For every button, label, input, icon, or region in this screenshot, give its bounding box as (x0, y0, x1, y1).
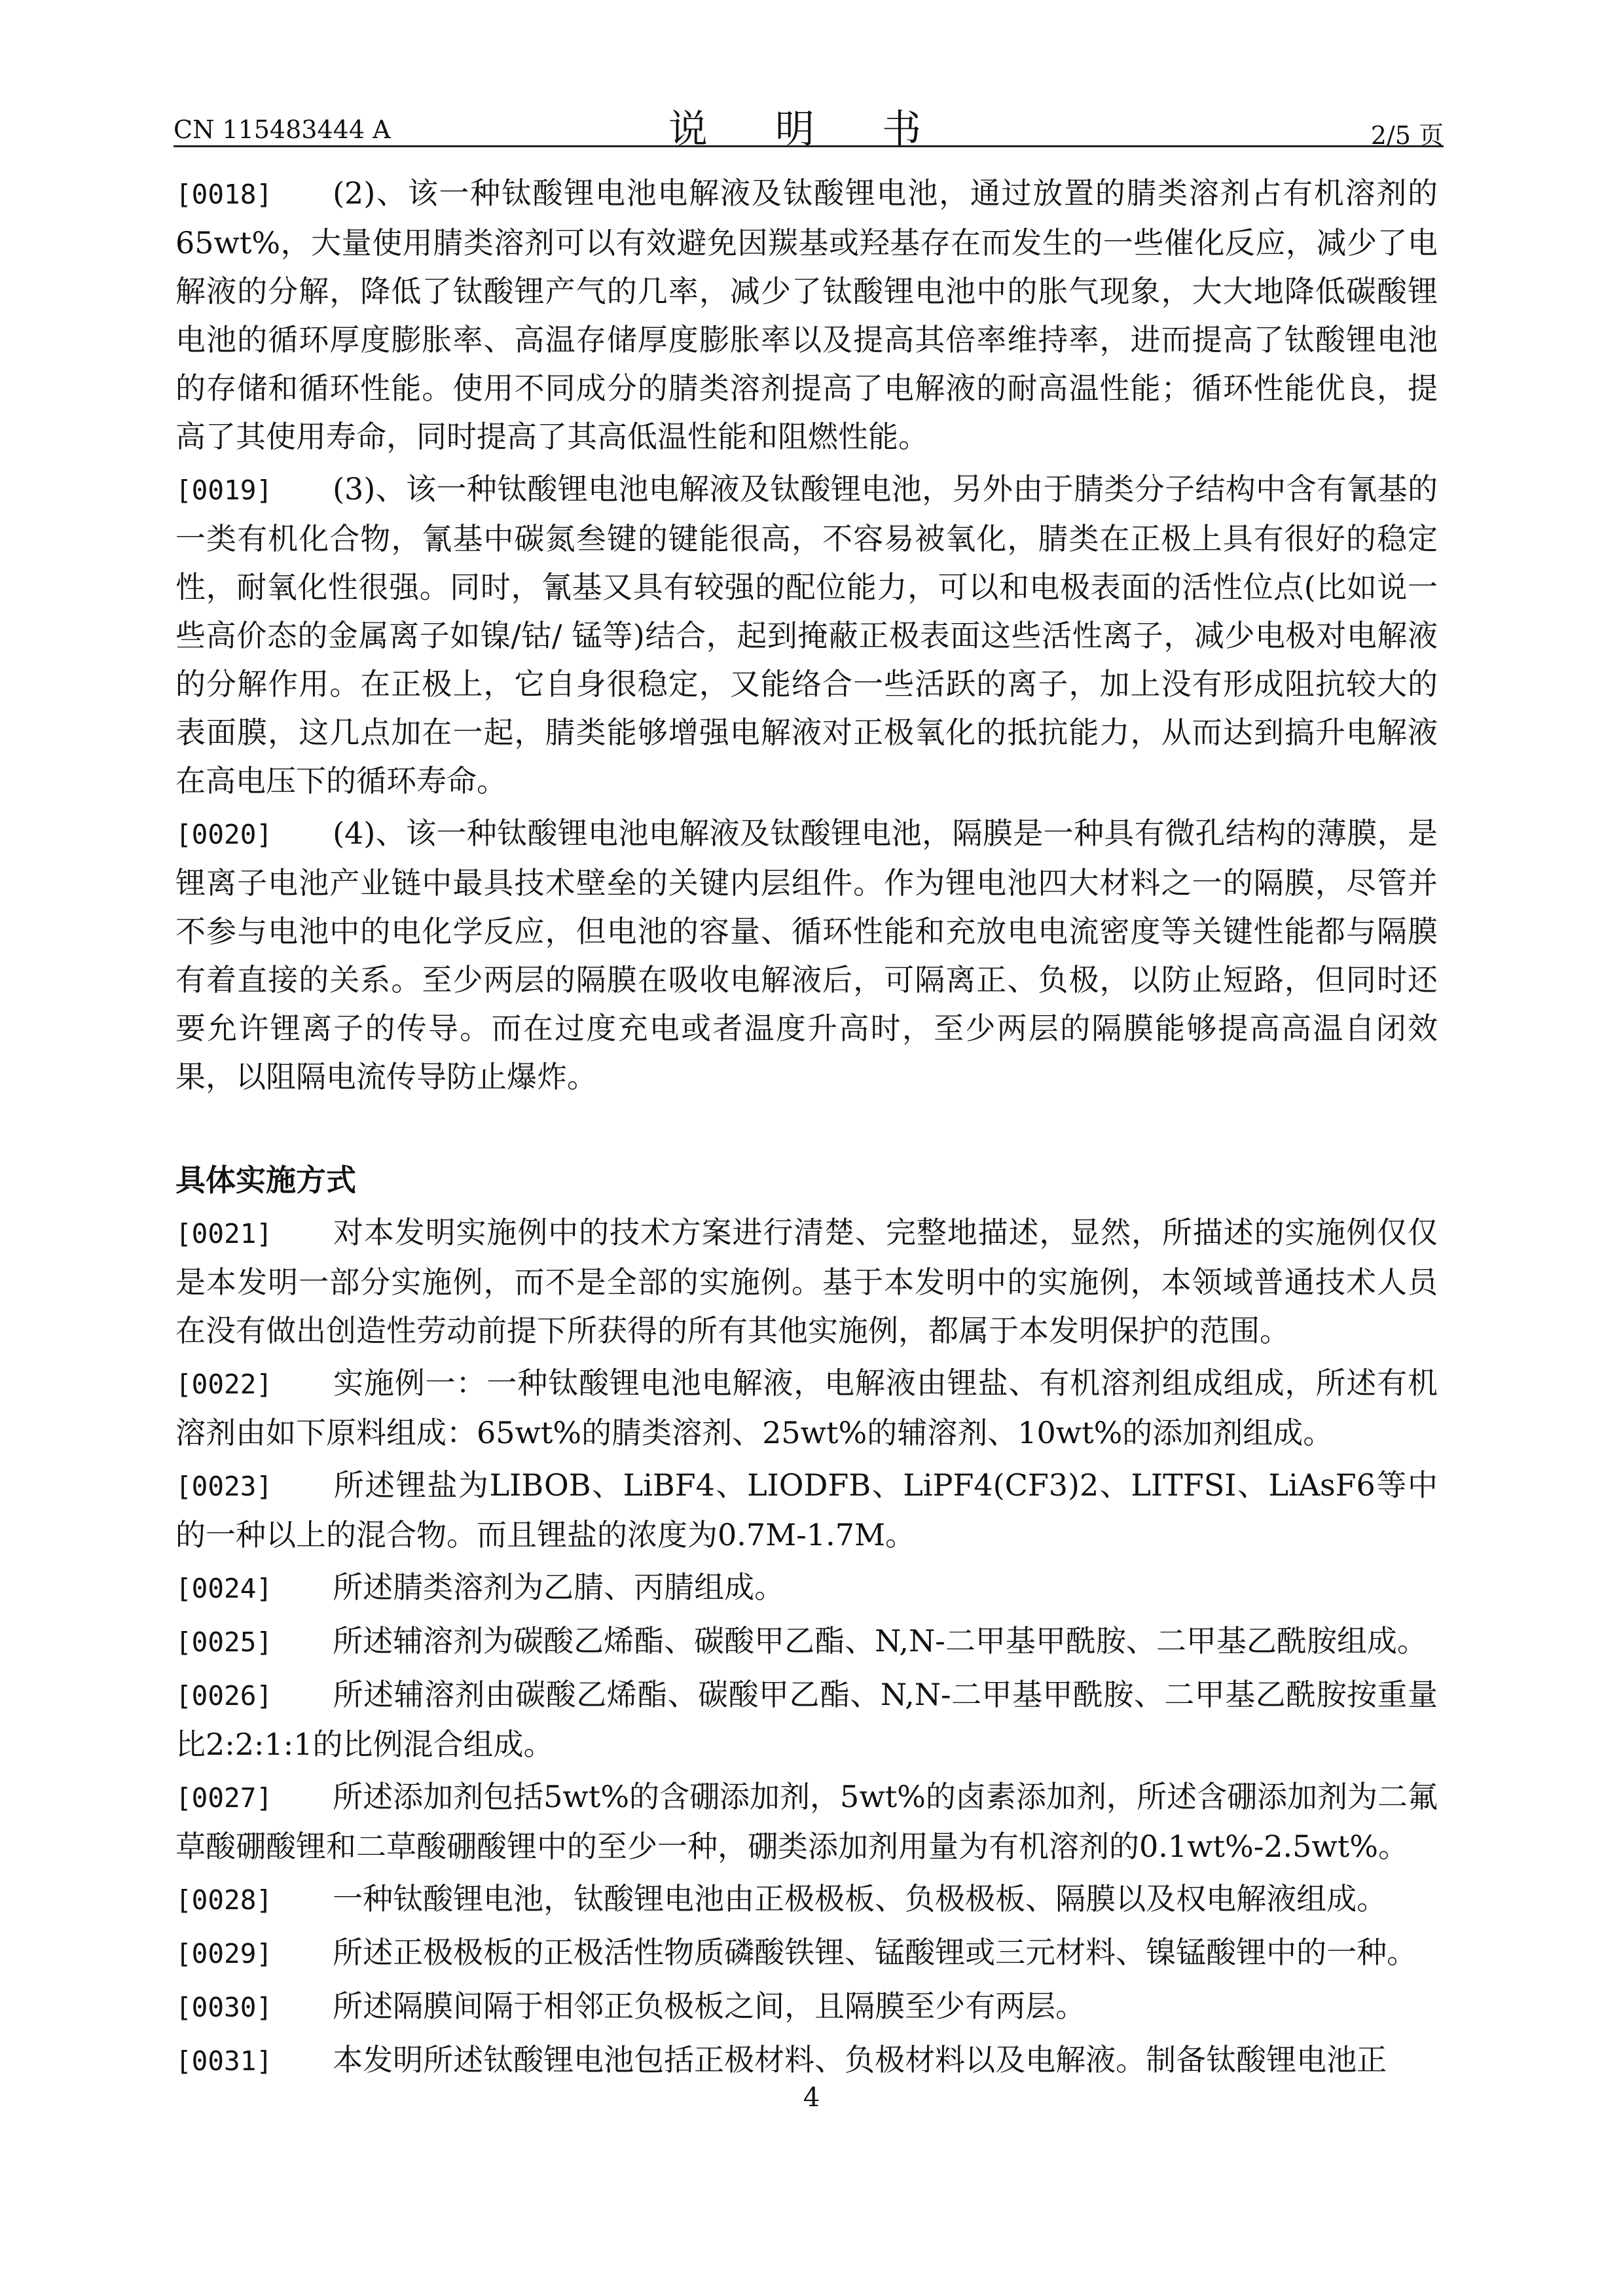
paragraph-text: (4)、该一种钛酸锂电池电解液及钛酸锂电池，隔膜是一种具有微孔结构的薄膜，是锂离子电池产业链中最具技术壁垒的关键内层组件。作为锂电池四大材料之一的隔膜，尽管并不参与电池中的电化学反应，但电池的容量、循环性能和充放电电流密度等关键性能都与隔膜有着直接的关系。至少两层的隔膜在吸收电解液后，可隔离正、负极，以防止短路，但同时还要允许锂离子的传导。而在过度充电或者温度升高时，至少两层的隔膜能够提高高温自闭效果，以阻隔电流传导防止爆炸。 (175, 816, 1438, 1094)
paragraph-number: [0030] (175, 1992, 273, 2023)
document-title: 说 明 书 (668, 107, 949, 152)
paragraph-0030 (175, 1982, 1438, 2032)
paragraph-text: 一种钛酸锂电池，钛酸锂电池由正极极板、负极极板、隔膜以及权电解液组成。 (333, 1881, 1387, 1916)
publication-number: CN 115483444 A (173, 115, 391, 144)
paragraph-number: [0027] (175, 1782, 273, 1814)
paragraph-0019 (175, 465, 1438, 805)
paragraph-number: [0018] (175, 179, 273, 210)
paragraph-text: 实施例一：一种钛酸锂电池电解液，电解液由锂盐、有机溶剂组成组成，所述有机溶剂由如下原料组成：65wt%的腈类溶剂、25wt%的辅溶剂、10wt%的添加剂组成。 (175, 1365, 1438, 1450)
paragraph-0018 (175, 169, 1438, 461)
paragraph-text: 所述锂盐为LIBOB、LiBF4、LIODFB、LiPF4(CF3)2、LITFSI、LiAsF6等中的一种以上的混合物。而且锂盐的浓度为0.7M-1.7M。 (175, 1467, 1438, 1552)
paragraph-text: (2)、该一种钛酸锂电池电解液及钛酸锂电池，通过放置的腈类溶剂占有机溶剂的65wt%，大量使用腈类溶剂可以有效避免因羰基或羟基存在而发生的一些催化反应，减少了电解液的分解，降低了钛酸锂产气的几率，减少了钛酸锂电池中的胀气现象，大大地降低碳酸锂电池的循环厚度膨胀率、高温存储厚度膨胀率以及提高其倍率维持率，进而提高了钛酸锂电池的存储和循环性能。使用不同成分的腈类溶剂提高了电解液的耐高温性能；循环性能优良，提高了其使用寿命，同时提高了其高低温性能和阻燃性能。 (175, 175, 1438, 454)
paragraph-number: [0019] (175, 475, 273, 506)
paragraph-number: [0031] (175, 2045, 273, 2077)
paragraph-number: [0024] (175, 1573, 273, 1604)
paragraph-number: [0028] (175, 1884, 273, 1916)
paragraph-0025 (175, 1617, 1438, 1666)
paragraph-0021 (175, 1208, 1438, 1355)
paragraph-number: [0022] (175, 1369, 273, 1400)
paragraph-0022 (175, 1359, 1438, 1457)
page-indicator: 2/5 页 (1370, 121, 1444, 150)
paragraph-0029 (175, 1928, 1438, 1978)
paragraph-text: (3)、该一种钛酸锂电池电解液及钛酸锂电池，另外由于腈类分子结构中含有氰基的一类有机化合物，氰基中碳氮叁键的键能很高，不容易被氧化，腈类在正极上具有很好的稳定性，耐氧化性很强。同时，氰基又具有较强的配位能力，可以和电极表面的活性位点(比如说一些高价态的金属离子如镍/钴/ 锰等)结合，起到掩蔽正极表面这些活性离子，减少电极对电解液的分解作用。在正极上，它自身很稳定，又能络合一些活跃的离子，加上没有形成阻抗较大的表面膜，这几点加在一起，腈类能够增强电解液对正极氧化的抵抗能力，从而达到搞升电解液在高电压下的循环寿命。 (175, 471, 1438, 798)
paragraph-0026 (175, 1670, 1438, 1768)
section-heading: 具体实施方式 (175, 1162, 356, 1198)
paragraph-text: 所述正极极板的正极活性物质磷酸铁锂、锰酸锂或三元材料、镍锰酸锂中的一种。 (333, 1935, 1417, 1970)
paragraph-number: [0023] (175, 1471, 273, 1502)
paragraph-text: 所述添加剂包括5wt%的含硼添加剂，5wt%的卤素添加剂，所述含硼添加剂为二氟草酸硼酸锂和二草酸硼酸锂中的至少一种，硼类添加剂用量为有机溶剂的0.1wt%-2.5wt%。 (175, 1779, 1438, 1864)
paragraph-number: [0025] (175, 1626, 273, 1658)
paragraph-0020 (175, 809, 1438, 1101)
paragraph-text: 所述隔膜间隔于相邻正负极板之间，且隔膜至少有两层。 (333, 1988, 1086, 2024)
page-header (173, 98, 1444, 170)
paragraph-number: [0026] (175, 1680, 273, 1712)
document-body (175, 169, 1438, 2089)
paragraph-text: 本发明所述钛酸锂电池包括正极材料、负极材料以及电解液。制备钛酸锂电池正 (333, 2042, 1387, 2077)
paragraph-number: [0029] (175, 1938, 273, 1969)
header-rule (173, 145, 1444, 147)
paragraph-text: 所述辅溶剂由碳酸乙烯酯、碳酸甲乙酯、N,N-二甲基甲酰胺、二甲基乙酰胺按重量比2:2:1:1的比例混合组成。 (175, 1677, 1438, 1762)
paragraph-0023 (175, 1461, 1438, 1559)
paragraph-0024 (175, 1563, 1438, 1613)
paragraph-number: [0020] (175, 819, 273, 850)
paragraph-text: 所述腈类溶剂为乙腈、丙腈组成。 (333, 1570, 785, 1605)
paragraph-number: [0021] (175, 1218, 273, 1249)
paragraph-0031 (175, 2036, 1438, 2085)
paragraph-0027 (175, 1772, 1438, 1871)
paragraph-text: 对本发明实施例中的技术方案进行清楚、完整地描述，显然，所描述的实施例仅仅是本发明一部分实施例，而不是全部的实施例。基于本发明中的实施例，本领域普通技术人员在没有做出创造性劳动前提下所获得的所有其他实施例，都属于本发明保护的范围。 (175, 1215, 1438, 1348)
paragraph-text: 所述辅溶剂为碳酸乙烯酯、碳酸甲乙酯、N,N-二甲基甲酰胺、二甲基乙酰胺组成。 (333, 1623, 1427, 1659)
paragraph-0028 (175, 1874, 1438, 1924)
page-number: 4 (803, 2083, 820, 2113)
